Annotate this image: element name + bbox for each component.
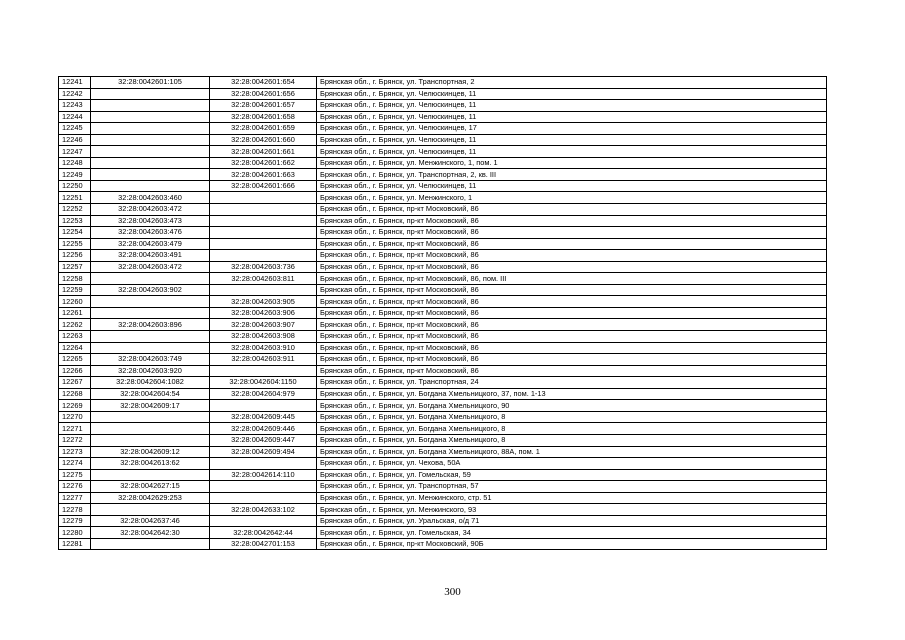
premises-number-cell: 32:28:0042609:494 (210, 446, 317, 458)
row-number-cell: 12254 (59, 227, 91, 239)
cadastral-number-cell (91, 88, 210, 100)
premises-number-cell (210, 192, 317, 204)
cadastral-number-cell (91, 331, 210, 343)
row-number-cell: 12250 (59, 180, 91, 192)
table-row (59, 504, 827, 516)
premises-number-cell: 32:28:0042609:445 (210, 411, 317, 423)
table-row (59, 342, 827, 354)
table-row (59, 77, 827, 89)
row-number-cell: 12281 (59, 538, 91, 550)
premises-number-cell: 32:28:0042601:659 (210, 123, 317, 135)
address-cell: Брянская обл., г. Брянск, пр-кт Московский, 86 (317, 227, 827, 239)
row-number-cell: 12256 (59, 250, 91, 262)
premises-number-cell: 32:28:0042603:906 (210, 307, 317, 319)
address-cell: Брянская обл., г. Брянск, пр-кт Московский, 86 (317, 261, 827, 273)
cadastral-number-cell: 32:28:0042603:479 (91, 238, 210, 250)
table-row (59, 377, 827, 389)
premises-number-cell (210, 515, 317, 527)
table-row (59, 469, 827, 481)
row-number-cell: 12273 (59, 446, 91, 458)
premises-number-cell: 32:28:0042603:908 (210, 331, 317, 343)
cadastral-number-cell (91, 504, 210, 516)
premises-number-cell: 32:28:0042603:907 (210, 319, 317, 331)
cadastral-table (58, 76, 827, 550)
address-cell: Брянская обл., г. Брянск, пр-кт Московский, 86 (317, 342, 827, 354)
premises-number-cell: 32:28:0042604:979 (210, 388, 317, 400)
row-number-cell: 12275 (59, 469, 91, 481)
table-row (59, 388, 827, 400)
cadastral-number-cell: 32:28:0042609:12 (91, 446, 210, 458)
table-row (59, 157, 827, 169)
address-cell: Брянская обл., г. Брянск, ул. Транспортная, 24 (317, 377, 827, 389)
table-row (59, 307, 827, 319)
premises-number-cell (210, 492, 317, 504)
address-cell: Брянская обл., г. Брянск, пр-кт Московский, 86 (317, 331, 827, 343)
table-row (59, 411, 827, 423)
row-number-cell: 12246 (59, 134, 91, 146)
premises-number-cell: 32:28:0042642:44 (210, 527, 317, 539)
premises-number-cell: 32:28:0042601:660 (210, 134, 317, 146)
premises-number-cell (210, 238, 317, 250)
table-row (59, 284, 827, 296)
cadastral-number-cell: 32:28:0042603:902 (91, 284, 210, 296)
table-row (59, 180, 827, 192)
table-row (59, 538, 827, 550)
address-cell: Брянская обл., г. Брянск, ул. Челюскинцев, 11 (317, 100, 827, 112)
table-row (59, 458, 827, 470)
premises-number-cell (210, 215, 317, 227)
address-cell: Брянская обл., г. Брянск, пр-кт Московский, 90Б (317, 538, 827, 550)
cadastral-number-cell: 32:28:0042642:30 (91, 527, 210, 539)
address-cell: Брянская обл., г. Брянск, ул. Богдана Хмельницкого, 88А, пом. 1 (317, 446, 827, 458)
address-cell: Брянская обл., г. Брянск, ул. Менжинского, 1 (317, 192, 827, 204)
cadastral-number-cell: 32:28:0042609:17 (91, 400, 210, 412)
premises-number-cell (210, 250, 317, 262)
table-row (59, 365, 827, 377)
row-number-cell: 12274 (59, 458, 91, 470)
cadastral-number-cell (91, 434, 210, 446)
address-cell: Брянская обл., г. Брянск, пр-кт Московский, 86 (317, 250, 827, 262)
address-cell: Брянская обл., г. Брянск, ул. Челюскинцев, 17 (317, 123, 827, 135)
cadastral-number-cell: 32:28:0042603:473 (91, 215, 210, 227)
table-row (59, 319, 827, 331)
table-row (59, 100, 827, 112)
table-row (59, 134, 827, 146)
row-number-cell: 12262 (59, 319, 91, 331)
premises-number-cell: 32:28:0042604:1150 (210, 377, 317, 389)
address-cell: Брянская обл., г. Брянск, пр-кт Московский, 86 (317, 365, 827, 377)
premises-number-cell: 32:28:0042609:447 (210, 434, 317, 446)
row-number-cell: 12252 (59, 204, 91, 216)
table-row (59, 527, 827, 539)
row-number-cell: 12266 (59, 365, 91, 377)
table-row (59, 434, 827, 446)
row-number-cell: 12271 (59, 423, 91, 435)
cadastral-number-cell (91, 134, 210, 146)
table-row (59, 354, 827, 366)
cadastral-number-cell: 32:28:0042603:476 (91, 227, 210, 239)
table-body (59, 77, 827, 550)
cadastral-number-cell (91, 423, 210, 435)
address-cell: Брянская обл., г. Брянск, ул. Челюскинцев, 11 (317, 134, 827, 146)
cadastral-number-cell (91, 296, 210, 308)
row-number-cell: 12278 (59, 504, 91, 516)
premises-number-cell: 32:28:0042601:661 (210, 146, 317, 158)
cadastral-number-cell (91, 123, 210, 135)
premises-number-cell: 32:28:0042603:910 (210, 342, 317, 354)
address-cell: Брянская обл., г. Брянск, ул. Челюскинцев, 11 (317, 88, 827, 100)
table-row (59, 446, 827, 458)
row-number-cell: 12261 (59, 307, 91, 319)
table-row (59, 261, 827, 273)
row-number-cell: 12249 (59, 169, 91, 181)
table-row (59, 169, 827, 181)
row-number-cell: 12265 (59, 354, 91, 366)
premises-number-cell: 32:28:0042603:736 (210, 261, 317, 273)
address-cell: Брянская обл., г. Брянск, пр-кт Московский, 86 (317, 296, 827, 308)
address-cell: Брянская обл., г. Брянск, пр-кт Московский, 86 (317, 354, 827, 366)
premises-number-cell (210, 458, 317, 470)
table-row (59, 515, 827, 527)
address-cell: Брянская обл., г. Брянск, ул. Уральская, о/д 71 (317, 515, 827, 527)
row-number-cell: 12267 (59, 377, 91, 389)
address-cell: Брянская обл., г. Брянск, пр-кт Московский, 86 (317, 204, 827, 216)
address-cell: Брянская обл., г. Брянск, ул. Менжинского, 1, пом. 1 (317, 157, 827, 169)
row-number-cell: 12277 (59, 492, 91, 504)
cadastral-number-cell: 32:28:0042603:460 (91, 192, 210, 204)
premises-number-cell: 32:28:0042601:663 (210, 169, 317, 181)
row-number-cell: 12253 (59, 215, 91, 227)
table-row (59, 146, 827, 158)
address-cell: Брянская обл., г. Брянск, ул. Богдана Хмельницкого, 8 (317, 434, 827, 446)
premises-number-cell (210, 400, 317, 412)
table-row (59, 296, 827, 308)
row-number-cell: 12242 (59, 88, 91, 100)
table-row (59, 423, 827, 435)
address-cell: Брянская обл., г. Брянск, пр-кт Московский, 86 (317, 319, 827, 331)
row-number-cell: 12247 (59, 146, 91, 158)
row-number-cell: 12245 (59, 123, 91, 135)
table-row (59, 481, 827, 493)
address-cell: Брянская обл., г. Брянск, ул. Чехова, 50А (317, 458, 827, 470)
cadastral-number-cell: 32:28:0042603:749 (91, 354, 210, 366)
premises-number-cell: 32:28:0042603:911 (210, 354, 317, 366)
premises-number-cell (210, 481, 317, 493)
row-number-cell: 12260 (59, 296, 91, 308)
row-number-cell: 12264 (59, 342, 91, 354)
address-cell: Брянская обл., г. Брянск, ул. Челюскинцев, 11 (317, 111, 827, 123)
table-row (59, 331, 827, 343)
premises-number-cell: 32:28:0042603:811 (210, 273, 317, 285)
row-number-cell: 12258 (59, 273, 91, 285)
row-number-cell: 12255 (59, 238, 91, 250)
cadastral-number-cell (91, 169, 210, 181)
table-row (59, 227, 827, 239)
address-cell: Брянская обл., г. Брянск, ул. Челюскинцев, 11 (317, 146, 827, 158)
cadastral-number-cell (91, 100, 210, 112)
premises-number-cell: 32:28:0042701:153 (210, 538, 317, 550)
address-cell: Брянская обл., г. Брянск, ул. Богдана Хмельницкого, 37, пом. 1-13 (317, 388, 827, 400)
row-number-cell: 12241 (59, 77, 91, 89)
cadastral-number-cell: 32:28:0042603:920 (91, 365, 210, 377)
premises-number-cell: 32:28:0042601:662 (210, 157, 317, 169)
address-cell: Брянская обл., г. Брянск, ул. Менжинского, стр. 51 (317, 492, 827, 504)
premises-number-cell: 32:28:0042601:656 (210, 88, 317, 100)
address-cell: Брянская обл., г. Брянск, пр-кт Московский, 86 (317, 215, 827, 227)
premises-number-cell: 32:28:0042614:110 (210, 469, 317, 481)
address-cell: Брянская обл., г. Брянск, ул. Челюскинцев, 11 (317, 180, 827, 192)
cadastral-number-cell: 32:28:0042604:1082 (91, 377, 210, 389)
address-cell: Брянская обл., г. Брянск, ул. Транспортная, 2 (317, 77, 827, 89)
table-row (59, 123, 827, 135)
row-number-cell: 12251 (59, 192, 91, 204)
cadastral-number-cell (91, 157, 210, 169)
premises-number-cell: 32:28:0042633:102 (210, 504, 317, 516)
row-number-cell: 12280 (59, 527, 91, 539)
cadastral-number-cell (91, 180, 210, 192)
cadastral-number-cell: 32:28:0042629:253 (91, 492, 210, 504)
row-number-cell: 12244 (59, 111, 91, 123)
cadastral-number-cell: 32:28:0042627:15 (91, 481, 210, 493)
cadastral-number-cell (91, 307, 210, 319)
cadastral-number-cell (91, 538, 210, 550)
row-number-cell: 12270 (59, 411, 91, 423)
premises-number-cell: 32:28:0042601:657 (210, 100, 317, 112)
table-row (59, 88, 827, 100)
cadastral-number-cell (91, 469, 210, 481)
row-number-cell: 12243 (59, 100, 91, 112)
table-row (59, 492, 827, 504)
table-row (59, 204, 827, 216)
row-number-cell: 12276 (59, 481, 91, 493)
row-number-cell: 12272 (59, 434, 91, 446)
cadastral-number-cell (91, 146, 210, 158)
table-row (59, 273, 827, 285)
cadastral-number-cell: 32:28:0042603:472 (91, 204, 210, 216)
address-cell: Брянская обл., г. Брянск, пр-кт Московский, 86 (317, 284, 827, 296)
address-cell: Брянская обл., г. Брянск, ул. Менжинского, 93 (317, 504, 827, 516)
address-cell: Брянская обл., г. Брянск, ул. Транспортная, 57 (317, 481, 827, 493)
cadastral-number-cell: 32:28:0042601:105 (91, 77, 210, 89)
cadastral-number-cell: 32:28:0042637:46 (91, 515, 210, 527)
row-number-cell: 12279 (59, 515, 91, 527)
row-number-cell: 12269 (59, 400, 91, 412)
cadastral-number-cell (91, 273, 210, 285)
row-number-cell: 12268 (59, 388, 91, 400)
table-row (59, 238, 827, 250)
table-row (59, 111, 827, 123)
premises-number-cell (210, 227, 317, 239)
cadastral-number-cell: 32:28:0042603:896 (91, 319, 210, 331)
premises-number-cell (210, 284, 317, 296)
premises-number-cell (210, 365, 317, 377)
premises-number-cell: 32:28:0042601:666 (210, 180, 317, 192)
cadastral-number-cell: 32:28:0042613:62 (91, 458, 210, 470)
address-cell: Брянская обл., г. Брянск, ул. Транспортная, 2, кв. III (317, 169, 827, 181)
address-cell: Брянская обл., г. Брянск, пр-кт Московский, 86 (317, 238, 827, 250)
table-row (59, 250, 827, 262)
address-cell: Брянская обл., г. Брянск, ул. Гомельская, 59 (317, 469, 827, 481)
address-cell: Брянская обл., г. Брянск, ул. Богдана Хмельницкого, 8 (317, 411, 827, 423)
premises-number-cell: 32:28:0042601:658 (210, 111, 317, 123)
cadastral-number-cell (91, 411, 210, 423)
row-number-cell: 12248 (59, 157, 91, 169)
address-cell: Брянская обл., г. Брянск, ул. Богдана Хмельницкого, 90 (317, 400, 827, 412)
row-number-cell: 12263 (59, 331, 91, 343)
premises-number-cell: 32:28:0042601:654 (210, 77, 317, 89)
premises-number-cell (210, 204, 317, 216)
premises-number-cell: 32:28:0042603:905 (210, 296, 317, 308)
row-number-cell: 12259 (59, 284, 91, 296)
address-cell: Брянская обл., г. Брянск, пр-кт Московский, 86, пом. III (317, 273, 827, 285)
cadastral-number-cell (91, 111, 210, 123)
row-number-cell: 12257 (59, 261, 91, 273)
address-cell: Брянская обл., г. Брянск, ул. Гомельская, 34 (317, 527, 827, 539)
cadastral-number-cell (91, 342, 210, 354)
address-cell: Брянская обл., г. Брянск, пр-кт Московский, 86 (317, 307, 827, 319)
table-row (59, 400, 827, 412)
cadastral-number-cell: 32:28:0042604:54 (91, 388, 210, 400)
address-cell: Брянская обл., г. Брянск, ул. Богдана Хмельницкого, 8 (317, 423, 827, 435)
page-number: 300 (444, 586, 461, 598)
cadastral-number-cell: 32:28:0042603:491 (91, 250, 210, 262)
table-row (59, 192, 827, 204)
premises-number-cell: 32:28:0042609:446 (210, 423, 317, 435)
table-row (59, 215, 827, 227)
cadastral-number-cell: 32:28:0042603:472 (91, 261, 210, 273)
